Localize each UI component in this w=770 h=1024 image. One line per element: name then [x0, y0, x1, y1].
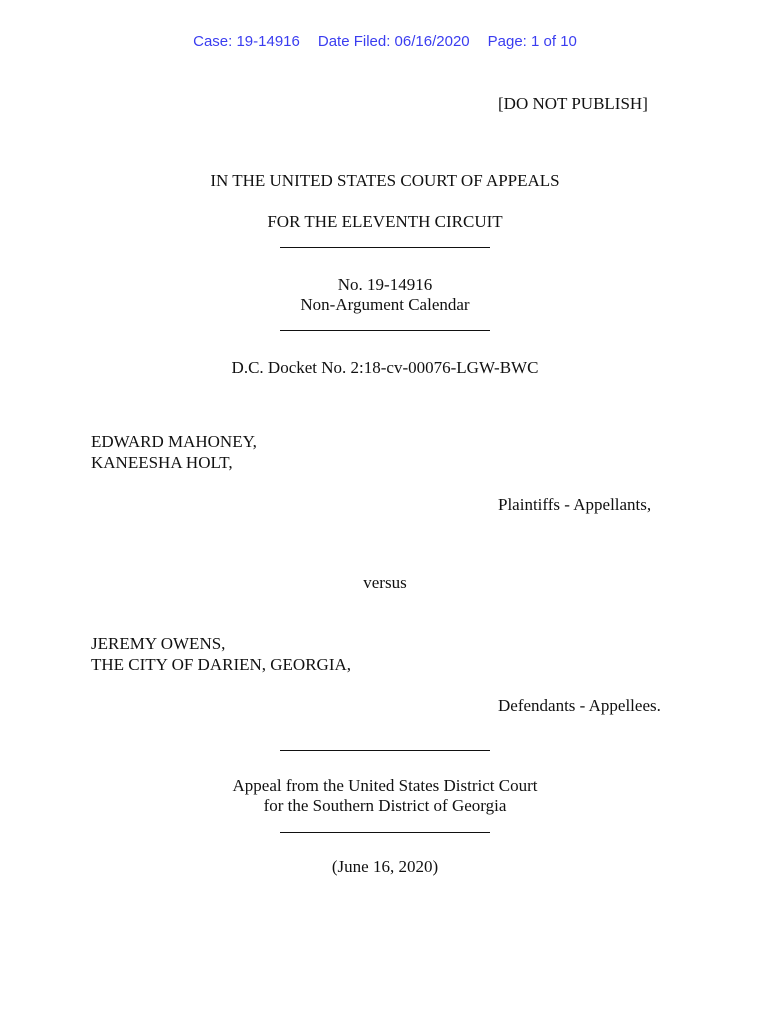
- publish-note: [DO NOT PUBLISH]: [498, 94, 648, 113]
- defendant-name: THE CITY OF DARIEN, GEORGIA,: [91, 655, 352, 674]
- circuit-name: FOR THE ELEVENTH CIRCUIT: [267, 212, 503, 231]
- date-filed-stamp: Date Filed: 06/16/2020: [317, 33, 470, 50]
- calendar-type: Non-Argument Calendar: [300, 295, 470, 314]
- case-number-stamp: Case: 19-14916: [193, 33, 300, 50]
- page-number-stamp: Page: 1 of 10: [487, 33, 577, 50]
- decision-date: (June 16, 2020): [331, 857, 439, 876]
- defendant-role: Defendants - Appellees.: [498, 696, 661, 715]
- divider-rule: [280, 750, 490, 751]
- plaintiff-role: Plaintiffs - Appellants,: [498, 495, 652, 514]
- appeal-district: for the Southern District of Georgia: [263, 796, 507, 815]
- docket-number: D.C. Docket No. 2:18-cv-00076-LGW-BWC: [231, 358, 539, 377]
- appeal-origin: Appeal from the United States District Court: [232, 776, 538, 795]
- plaintiff-name: EDWARD MAHONEY,: [91, 432, 257, 451]
- plaintiff-name: KANEESHA HOLT,: [91, 453, 233, 472]
- filing-stamp: [0, 33, 770, 50]
- defendant-name: JEREMY OWENS,: [91, 634, 226, 653]
- case-number: No. 19-14916: [337, 275, 433, 294]
- court-name: IN THE UNITED STATES COURT OF APPEALS: [210, 171, 560, 190]
- divider-rule: [280, 330, 490, 331]
- divider-rule: [280, 832, 490, 833]
- versus-label: versus: [363, 573, 407, 592]
- divider-rule: [280, 247, 490, 248]
